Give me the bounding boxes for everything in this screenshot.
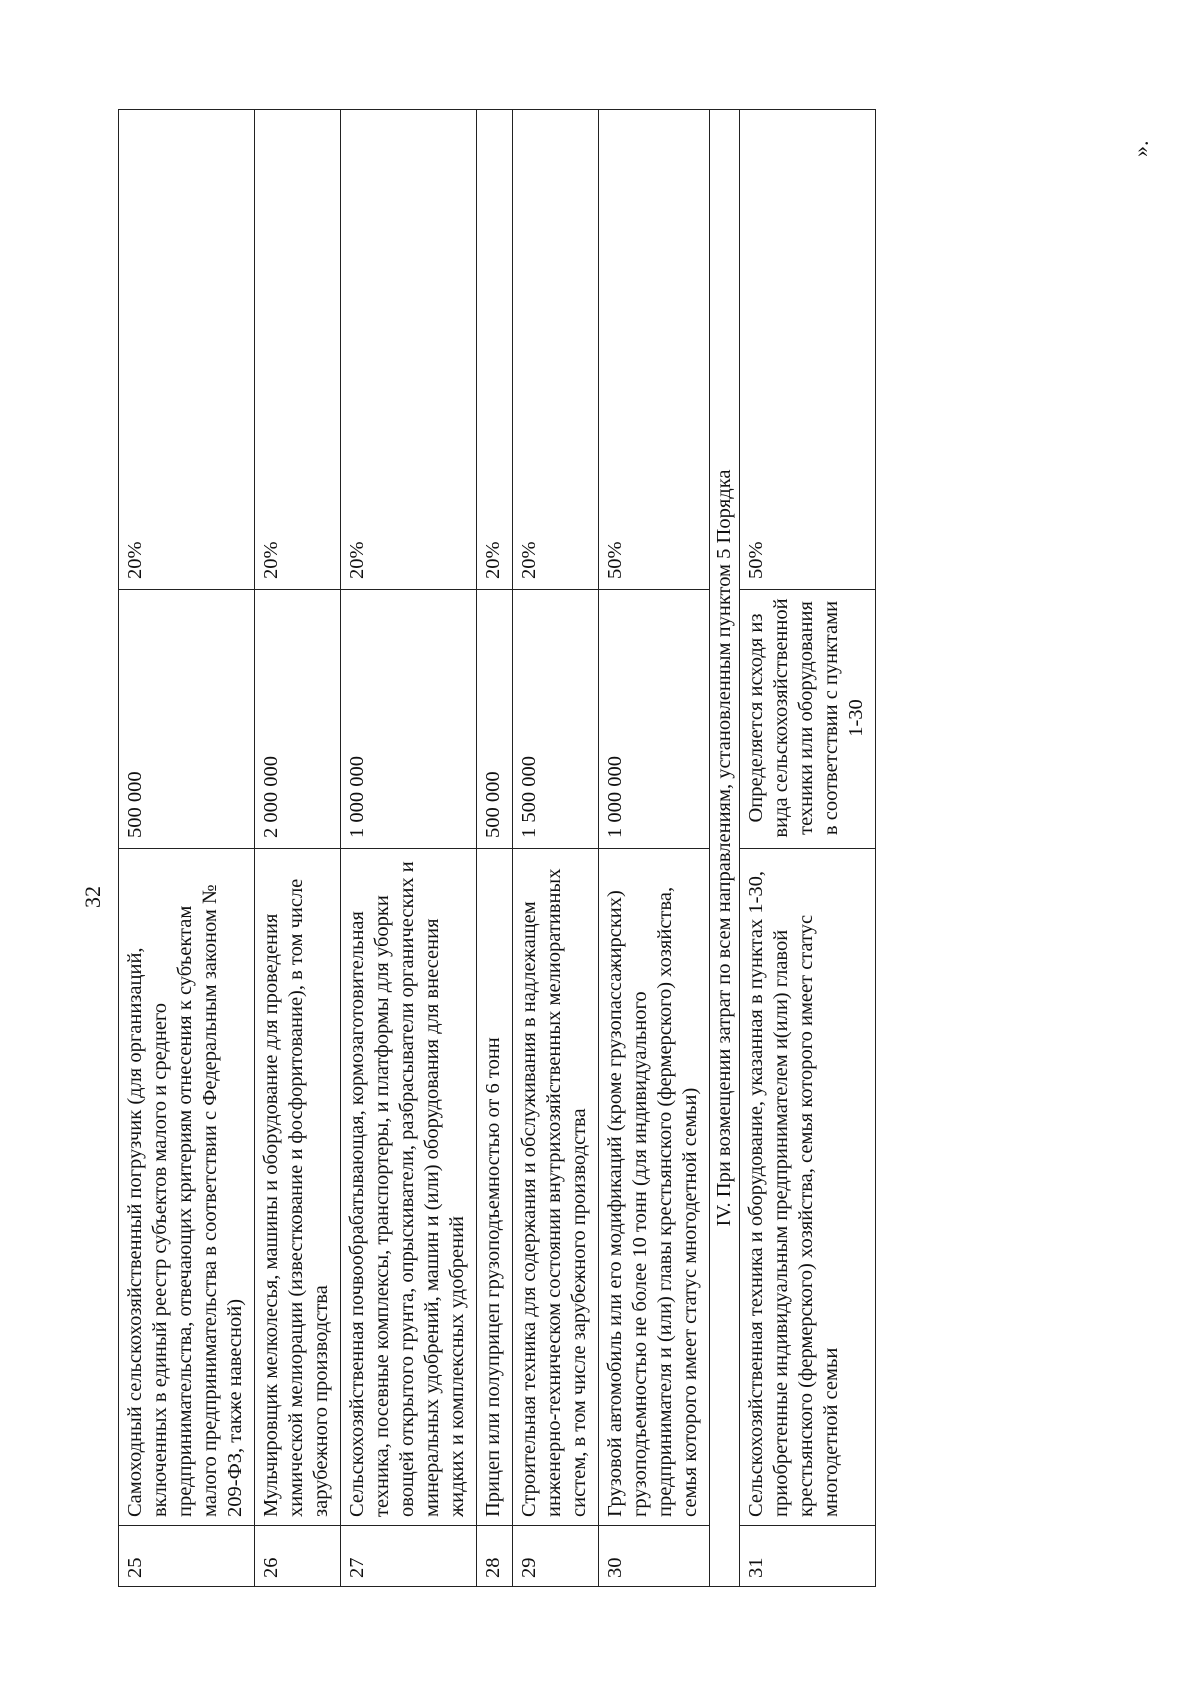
table-row	[477, 110, 513, 1587]
section-header: IV. При возмещении затрат по всем направлениям, установленным пунктом 5 Порядка	[710, 110, 740, 1587]
equipment-name: Сельскохозяйственная почвообрабатывающая, кормозаготовительная техника, посевные комплексы, транспортеры, и платформы для уборки овощей открытого грунта, опрыскиватели, разбрасыватели органических и минеральных удобрений, машин и (или) оборудования для внесения жидких и комплексных удобрений	[341, 849, 477, 1526]
subsidy-percent: 20%	[513, 110, 599, 590]
subsidy-percent: 20%	[477, 110, 513, 590]
equipment-name: Мульчировщик мелколесья, машины и оборудование для проведения химической мелиорации (известкование и фосфоритование), в том числе зарубежного производства	[255, 849, 341, 1526]
table-row	[513, 110, 599, 1587]
table-row	[119, 110, 255, 1587]
max-amount: Определяется исходя из вида сельскохозяйственной техники или оборудования в соответствии с пунктами 1-30	[740, 590, 876, 849]
row-number: 27	[341, 1526, 477, 1587]
row-number: 31	[740, 1526, 876, 1587]
row-number: 28	[477, 1526, 513, 1587]
page-number: 32	[80, 886, 105, 908]
max-amount: 500 000	[119, 590, 255, 849]
max-amount: 500 000	[477, 590, 513, 849]
row-number: 25	[119, 1526, 255, 1587]
max-amount: 2 000 000	[255, 590, 341, 849]
equipment-name: Строительная техника для содержания и обслуживания в надлежащем инженерно-техническом состоянии внутрихозяйственных мелиоративных систем, в том числе зарубежного производства	[513, 849, 599, 1526]
equipment-name: Сельскохозяйственная техника и оборудование, указанная в пунктах 1-30, приобретенные индивидуальным предпринимателем и(или) главой крестьянского (фермерского) хозяйства, семья которого имеет статус многодетной семьи	[740, 849, 876, 1526]
subsidy-percent: 20%	[119, 110, 255, 590]
table-row	[599, 110, 710, 1587]
closing-quote-mark: ».	[1128, 140, 1153, 157]
row-number: 29	[513, 1526, 599, 1587]
table-row	[740, 110, 876, 1587]
max-amount: 1 000 000	[599, 590, 710, 849]
row-number: 26	[255, 1526, 341, 1587]
equipment-name: Прицеп или полуприцеп грузоподъемностью от 6 тонн	[477, 849, 513, 1526]
subsidy-percent: 20%	[341, 110, 477, 590]
max-amount: 1 500 000	[513, 590, 599, 849]
equipment-name: Самоходный сельскохозяйственный погрузчик (для организаций, включенных в единый реестр субъектов малого и среднего предпринимательства, отвечающих критериям отнесения к субъектам малого предпринимательства в соответствии с Федеральным законом № 209-ФЗ, также навесной)	[119, 849, 255, 1526]
subsidy-percent: 50%	[599, 110, 710, 590]
subsidy-percent: 20%	[255, 110, 341, 590]
subsidy-percent: 50%	[740, 110, 876, 590]
table-row	[341, 110, 477, 1587]
equipment-subsidy-table	[118, 109, 876, 1587]
max-amount: 1 000 000	[341, 590, 477, 849]
table-row	[255, 110, 341, 1587]
rotated-page-content	[0, 97, 1200, 1697]
section-header-row	[710, 110, 740, 1587]
equipment-name: Грузовой автомобиль или его модификаций (кроме грузопассажирских) грузоподъемностью не более 10 тонн (для индивидуального предпринимателя и (или) главы крестьянского (фермерского) хозяйства, семья которого имеет статус многодетной семьи)	[599, 849, 710, 1526]
row-number: 30	[599, 1526, 710, 1587]
